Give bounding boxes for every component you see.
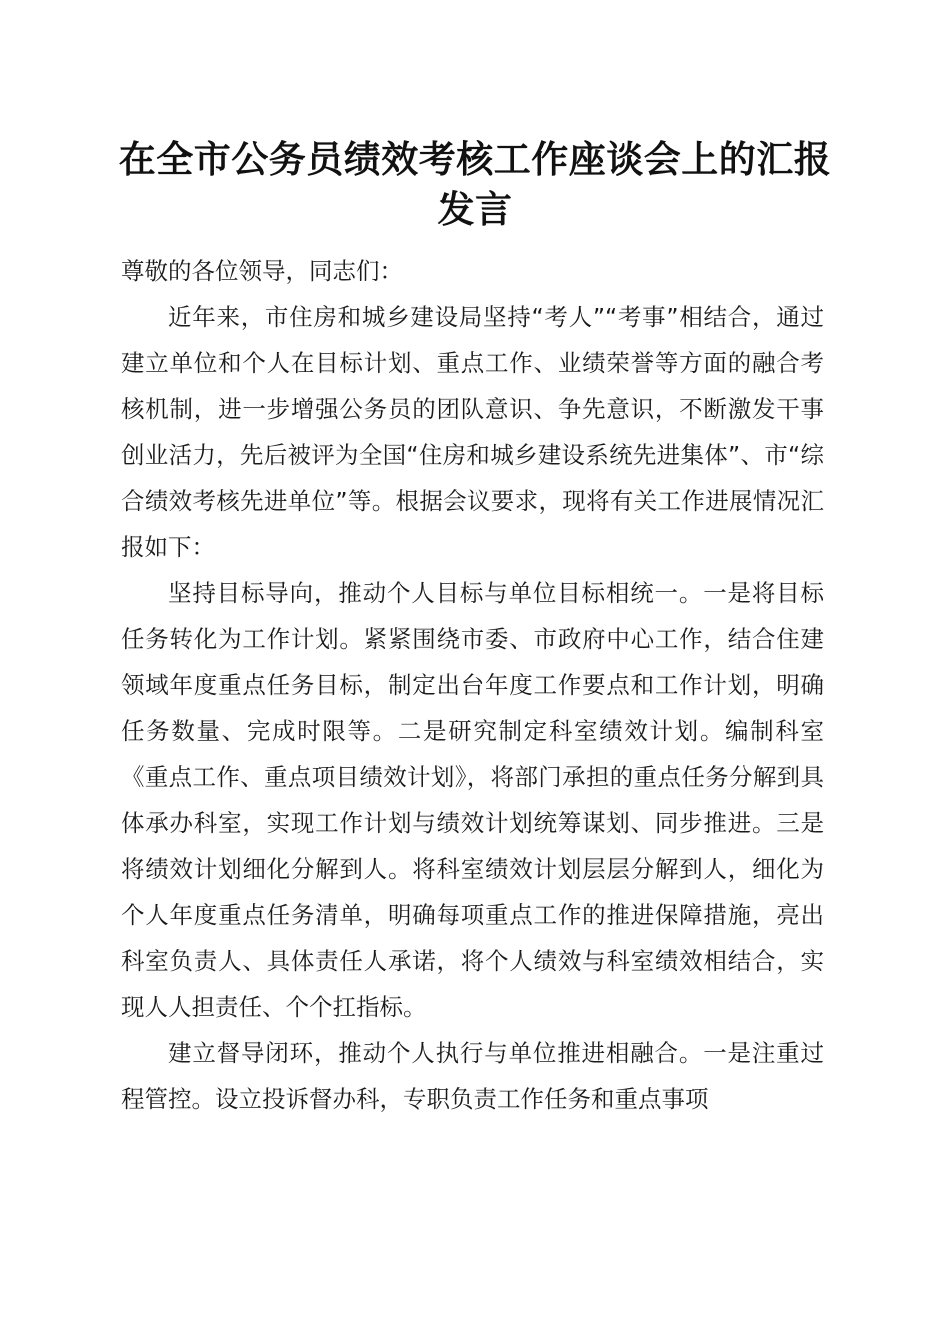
paragraph-intro: 近年来，市住房和城乡建设局坚持“考人”“考事”相结合，通过建立单位和个人在目标计划、重点工作、业绩荣誉等方面的融合考核机制，进一步增强公务员的团队意识、争先意识，不断激发干事创业活力，先后被评为全国“住房和城乡建设系统先进集体”、市“综合绩效考核先进单位”等。根据会议要求，现将有关工作进展情况汇报如下： — [121, 303, 824, 561]
paragraph-supervision: 建立督导闭环，推动个人执行与单位推进相融合。一是注重过程管控。设立投诉督办科，专职负责工作任务和重点事项 — [121, 1039, 824, 1113]
salutation: 尊敬的各位领导，同志们： — [121, 257, 403, 285]
paragraph-goal-orientation: 坚持目标导向，推动个人目标与单位目标相统一。一是将目标任务转化为工作计划。紧紧围绕市委、市政府中心工作，结合住建领域年度重点任务目标，制定出台年度工作要点和工作计划，明确任务数量、完成时限等。二是研究制定科室绩效计划。编制科室《重点工作、重点项目绩效计划》，将部门承担的重点任务分解到具体承办科室，实现工作计划与绩效计划统筹谋划、同步推进。三是将绩效计划细化分解到人。将科室绩效计划层层分解到人，细化为个人年度重点任务清单，明确每项重点工作的推进保障措施，亮出科室负责人、具体责任人承诺，将个人绩效与科室绩效相结合，实现人人担责任、个个扛指标。 — [121, 579, 824, 1021]
document-body — [121, 248, 824, 1122]
document-title: 在全市公务员绩效考核工作座谈会上的汇报发言 — [118, 137, 832, 231]
